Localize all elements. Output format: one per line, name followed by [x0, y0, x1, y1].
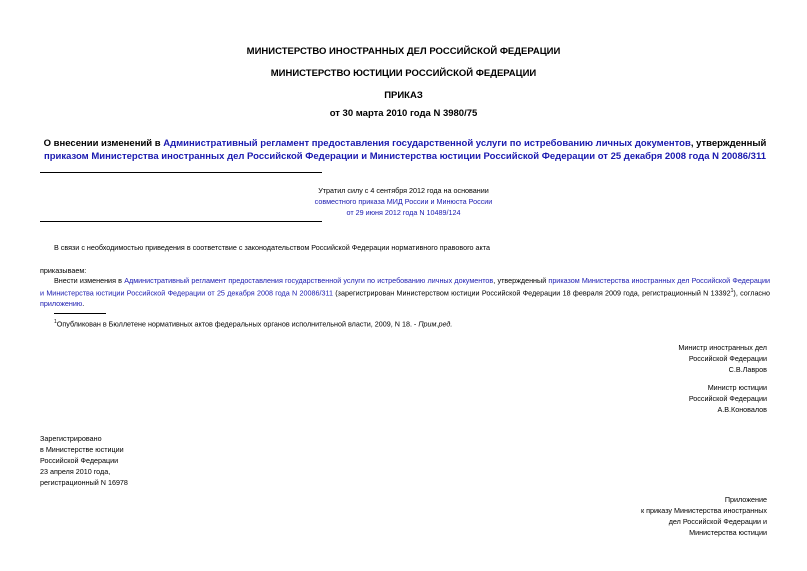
signature-1-country: Российской Федерации: [688, 354, 767, 363]
para2-text-a: Внести изменения в: [54, 276, 125, 285]
status-note-link-date[interactable]: от 29 июня 2012 года N 10489/124: [346, 208, 461, 217]
status-note-line1: Утратил силу с 4 сентября 2012 года на основании: [318, 186, 489, 195]
signature-2-name: А.В.Коновалов: [717, 405, 767, 414]
status-note-link-joint-order[interactable]: совместного приказа МИД России и Минюста России: [314, 197, 493, 206]
document-title: [40, 137, 770, 163]
appendix-line-2: к приказу Министерства иностранных: [640, 506, 767, 515]
signature-2-country: Российской Федерации: [688, 394, 767, 403]
para2-text-b: , утвержденный: [493, 276, 549, 285]
divider-bottom: [40, 221, 322, 222]
title-text-1: О внесении изменений в: [43, 138, 164, 149]
footnote-divider: [54, 313, 106, 314]
signature-foreign-minister: [517, 342, 767, 375]
registration-block: [40, 433, 290, 488]
body-paragraph-2: [40, 275, 770, 309]
appendix-block: [517, 494, 767, 538]
para2-text-c: (зарегистрирован Министерством юстиции Российской Федерации 18 февраля 2009 года, регистрационный N 13392: [332, 288, 731, 298]
para2-footnote-ref: 1: [730, 288, 734, 294]
registration-line-4: 23 апреля 2010 года,: [40, 467, 111, 476]
registration-line-3: Российской Федерации: [40, 456, 119, 465]
status-note: [290, 185, 517, 218]
registration-line-1: Зарегистрировано: [40, 434, 102, 443]
para2-link-regulation[interactable]: Административный регламент предоставления государственной услуги по истребованию личных документов: [124, 276, 494, 285]
header-order: ПРИКАЗ: [384, 90, 423, 101]
para2-link-appendix[interactable]: приложению: [40, 299, 83, 309]
body-paragraph-1: В связи с необходимостью приведения в соответствие с законодательством Российской Федерации нормативного правового акта: [54, 243, 490, 252]
registration-line-2: в Министерстве юстиции: [40, 445, 124, 454]
appendix-line-3: дел Российской Федерации и: [668, 517, 767, 526]
footnote-text: Опубликован в Бюллетене нормативных актов федеральных органов исполнительной власти, 2009, N 18. -: [56, 319, 419, 329]
para2-text-e: .: [82, 299, 85, 309]
appendix-line-1: Приложение: [724, 495, 767, 504]
para2-text-d: ), согласно: [733, 288, 770, 298]
footnote-marker: 1: [54, 319, 57, 325]
header-date: от 30 марта 2010 года N 3980/75: [329, 108, 478, 119]
header-ministry-foreign: МИНИСТЕРСТВО ИНОСТРАННЫХ ДЕЛ РОССИЙСКОЙ ФЕДЕРАЦИИ: [246, 46, 561, 57]
divider-top: [40, 172, 322, 173]
para2-link-order[interactable]: приказом Министерства иностранных дел Российской Федерации и Министерства юстиции Российской Федерации от 25 декабря 2008 года N 20086/311: [40, 276, 771, 298]
signature-1-name: С.В.Лавров: [728, 365, 767, 374]
title-link-order[interactable]: приказом Министерства иностранных дел Российской Федерации и Министерства юстиции Российской Федерации от 25 декабря 2008 года N 20086/311: [43, 151, 766, 162]
title-text-2: , утвержденный: [690, 138, 767, 149]
signature-2-title: Министр юстиции: [707, 383, 767, 392]
footnote: [54, 317, 774, 329]
appendix-line-4: Министерства юстиции: [689, 528, 767, 537]
header-ministry-justice: МИНИСТЕРСТВО ЮСТИЦИИ РОССИЙСКОЙ ФЕДЕРАЦИИ: [270, 68, 537, 79]
signature-1-title: Министр иностранных дел: [678, 343, 767, 352]
body-orders: приказываем:: [40, 266, 87, 275]
signature-justice-minister: [517, 382, 767, 415]
footnote-editor-note: Прим.ред.: [418, 319, 453, 329]
registration-line-5: регистрационный N 16978: [40, 478, 128, 487]
title-link-regulation[interactable]: Административный регламент предоставления государственной услуги по истребованию личных документов: [163, 138, 691, 149]
